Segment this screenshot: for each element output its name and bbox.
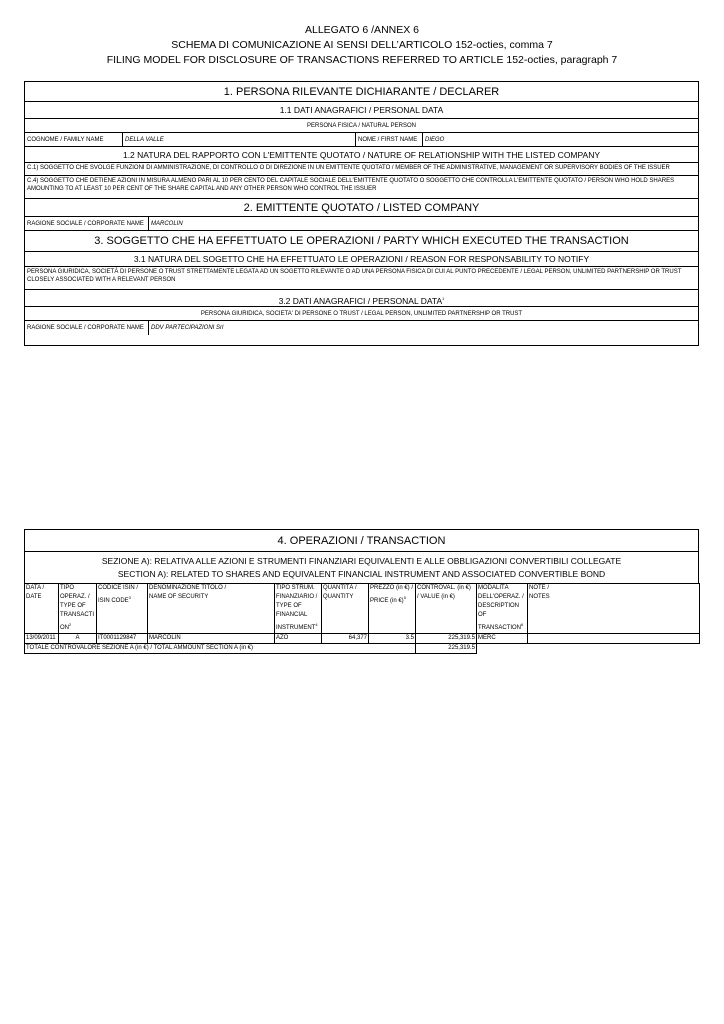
entity-type: PERSONA GIURIDICA, SOCIETA' DI PERSONE O TRUST / LEGAL PERSON, UNLIMITED PARTNERSHIP OR TRUST (25, 307, 698, 321)
name-row (25, 133, 698, 147)
section-3-2-label: 3.2 DATI ANAGRAFICI / PERSONAL DATA (278, 295, 443, 306)
cell-type: A (59, 634, 97, 644)
filing-model-title: FILING MODEL FOR DISCLOSURE OF TRANSACTIONS REFERRED TO ARTICLE 152-octies, paragraph 7 (106, 54, 618, 66)
col-notes: NOTE / NOTES (528, 584, 700, 634)
table-row (25, 634, 700, 644)
first-name-value: DIEGO (422, 133, 698, 146)
declaration-form-top (24, 81, 699, 346)
relationship-c4: C.4) SOGGETTO CHE DETIENE AZIONI IN MISURA ALMENO PARI AL 10 PER CENTO DEL CAPITALE SOCIALE DELL'EMITTENTE QUOTATO O SOGGETTO CHE CONTROLLA L'EMITTENTE QUOTATO / PERSON WHO HOLD SHARES AMOUNTING TO AT LEAST 10 PER CENT OF THE SHARE CAPITAL AND ANY OTHER PERSON WHO CONTROL THE ISSUER (25, 176, 698, 199)
annex-title: ALLEGATO 6 /ANNEX 6 (305, 24, 419, 36)
listed-company-value: MARCOLIN (148, 217, 698, 230)
col-instrument: TIPO STRUM. FINANZIARIO / TYPE OF FINANCIAL INSTRUMENT$^4$ (275, 584, 322, 634)
section-1-1-title: 1.1 DATI ANAGRAFICI / PERSONAL DATA (25, 102, 698, 119)
family-name-label: COGNOME / FAMILY NAME (27, 136, 104, 143)
cell-value: 225,319.5 (416, 634, 477, 644)
executing-party-row (25, 321, 698, 335)
total-label: TOTALE CONTROVALORE SEZIONE A (in €) / TOTAL AMMOUNT SECTION A (in €) (25, 644, 416, 654)
cell-isin: IT0001129847 (97, 634, 148, 644)
section-3-1-title: 3.1 NATURA DEL SOGETTO CHE HA EFFETTUATO LE OPERAZIONI / REASON FOR RESPONSABILITY TO NOTIFY (25, 252, 698, 267)
col-type: TIPO OPERAZ. / TYPE OF TRANSACTI $ON^2$ (59, 584, 97, 634)
section-1-2-title: 1.2 NATURA DEL RAPPORTO CON L'EMITTENTE QUOTATO / NATURE OF RELATIONSHIP WITH THE LISTED COMPANY (25, 147, 698, 163)
section-4-title: 4. OPERAZIONI / TRANSACTION (25, 530, 698, 552)
section-3-2-title (25, 290, 698, 307)
listed-company-label: RAGIONE SOCIALE / CORPORATE NAME (27, 220, 144, 227)
first-name-label: NOME / FIRST NAME (355, 133, 422, 146)
col-security: DENOMINAZIONE TITOLO / NAME OF SECURITY (148, 584, 275, 634)
section-a-en: SECTION A): RELATED TO SHARES AND EQUIVALENT FINANCIAL INSTRUMENT AND ASSOCIATED CONVERTIBLE BOND (117, 569, 606, 579)
executing-party-value: DDV PARTECIPAZIONI Srl (148, 321, 698, 335)
col-isin: CODICE ISIN / ISIN CODE$^3$ (97, 584, 148, 634)
executing-party-label: RAGIONE SOCIALE / CORPORATE NAME (27, 325, 144, 331)
section-1-title: 1. PERSONA RILEVANTE DICHIARANTE / DECLARER (25, 82, 698, 102)
cell-instrument: AZO (275, 634, 322, 644)
section-2-title: 2. EMITTENTE QUOTATO / LISTED COMPANY (25, 199, 698, 217)
col-mode: MODALITÀ DELL'OPERAZ. / DESCRIPTION OF TRANSACTION$^6$ (477, 584, 528, 634)
total-value: 225,319.5 (416, 644, 477, 654)
table-header-row (25, 584, 700, 634)
section-a-it: SEZIONE A): RELATIVA ALLE AZIONI E STRUMENTI FINANZIARI EQUIVALENTI E ALLE OBBLIGAZIONI CONVERTIBILI COLLEGATE (101, 556, 622, 566)
total-row (25, 644, 700, 654)
cell-price: 3.5 (369, 634, 416, 644)
cell-date: 13/09/2011 (25, 634, 59, 644)
cell-security: MARCOLIN (148, 634, 275, 644)
listed-company-row (25, 217, 698, 231)
transactions-table (24, 583, 700, 654)
col-value: CONTROVAL. (in €) / VALUE (in €) (416, 584, 477, 634)
col-date: DATA / DATE (25, 584, 59, 634)
cell-quantity: 64,377 (322, 634, 369, 644)
section-3-title: 3. SOGGETTO CHE HA EFFETTUATO LE OPERAZIONI / PARTY WHICH EXECUTED THE TRANSACTION (25, 231, 698, 252)
cell-notes (528, 634, 700, 644)
schema-title: SCHEMA DI COMUNICAZIONE AI SENSI DELL’ARTICOLO 152-octies, comma 7 (171, 39, 553, 51)
cell-mode: MERC (477, 634, 528, 644)
relationship-c1: C.1) SOGGETTO CHE SVOLGE FUNZIONI DI AMMINISTRAZIONE, DI CONTROLLO O DI DIREZIONE IN UN EMITTENTE QUOTATO / MEMBER OF THE ADMINISTRATIVE, MANAGEMENT OR SUPERVISORY BODIES OF THE ISSUER (25, 163, 698, 176)
col-price: PREZZO (in €) / PRICE (in €)$^5$ (369, 584, 416, 634)
family-name-value: DELLA VALLE (122, 133, 355, 146)
person-type: PERSONA FISICA / NATURAL PERSON (25, 119, 698, 133)
notification-reason: PERSONA GIURIDICA, SOCIETÀ DI PERSONE O TRUST STRETTAMENTE LEGATA AD UN SOGETTO RILEVANTE O AD UNA PERSONA FISICA DI CUI AL PUNTO PRECEDENTE / LEGAL PERSON, UNLIMITED PARTNERSHIP OR TRUST CLOSELY ASSOCIATED WITH A RELEVANT PERSON (25, 267, 698, 290)
section-4-subtitle (25, 552, 698, 584)
col-quantity: QUANTITÀ / QUANTITY (322, 584, 369, 634)
footnote-1: 1 (442, 296, 445, 301)
transactions-header-box (24, 529, 699, 584)
